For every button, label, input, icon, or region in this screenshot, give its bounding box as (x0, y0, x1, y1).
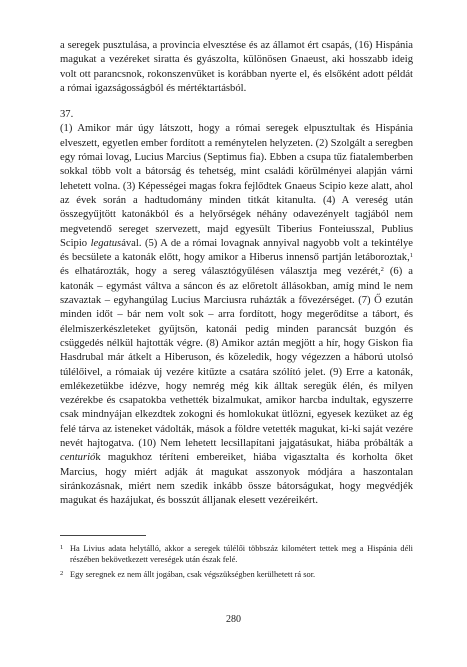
section-number: 37. (60, 109, 74, 121)
italic-legatus: legatus (90, 237, 122, 249)
italic-centurio: centurió (60, 452, 96, 464)
footnote-number: 1 (60, 544, 64, 551)
body-part-d: (6) a katonák – egymást váltva a sáncon és az előretolt állásokban, amíg mind le nem szavaztak – egyhangúlag Lucius Marciusra ruházták a fővezérséget. (7) Ő ezután minden időt – bár nem volt sok – arra fordított, hogy megerődítse a tábort, és élelmiszerkészleteket gyűjtsön, katonái pedig minden parancsát buzgón és csüggedés nélkül hajtották végre. (8) Amikor aztán megjött a hír, hogy Giskon fia Hasdrubal már átkelt a Hiberuson, és közeledik, hogy végezzen a háború utolsó túlélőivel, a rómaiak új vezére kitűzte a csatára szólító jelet. (9) Erre a katonák, emlékezetükbe idézve, hogy nemrég még kik álltak seregük élén, és milyen vezérekbe és csapatokba vethették bizalmukat, amikor harcba indultak, egyszerre csak mindnyájan elkezdtek zokogni és homlokukat ütlözni, egyesek kezüket az ég felé tárva az isteneket vádolták, mások a földre vetették magukat, ki-ki saját vezére nevét hajtogatva. (10) Nem lehetett lecsillapítani jajgatásukat, hiába próbálták a (60, 266, 413, 450)
section-paragraph (60, 122, 413, 508)
section-gap (60, 96, 413, 108)
body-part-e: k magukhoz téríteni embereiket, hiába vigasztalta és korholta őket Marcius, hogy miért adják át magukat asszonyok módjára a haszontalan siránkozásnak, miért nem szedik inkább össze bátorságukat, hogy megvédjék magukat és hazájukat, és bosszút álljanak elesett vezéreikért. (60, 452, 413, 507)
body-part-b: ával. (5) A de a római lovagnak annyival nagyobb volt a tekintélye és becsülete a katonák előtt, hogy amikor a Hiberus innenső partján letáboroztak, (60, 237, 413, 264)
footnote-1 (60, 542, 413, 565)
footnote-ref-2[interactable]: 2 (380, 266, 384, 274)
footnote-number: 2 (60, 570, 64, 578)
intro-paragraph: a seregek pusztulása, a provincia elvesztése és az államot ért csapás, (16) Hispánia magukat a vezéreket siratta és gyászolta, különösen Gnaeust, aki hosszabb ideig volt ott parancsnok, rokonszenvüket is korábban nyerte el, és elsőként adott példát a római igazságosságból és mértéktartásból. (60, 40, 413, 94)
page-number: 280 (226, 614, 241, 625)
footnote-2 (60, 568, 413, 580)
body-part-c: és elhatározták, hogy a sereg választógyűlésen választja meg vezérét, (60, 266, 381, 278)
footnote-text: Ha Livius adata helytálló, akkor a seregek túlélői többszáz kilométert tettek meg a Hispánia déli részében bekövetkezett vereségek után észak felé. (70, 544, 413, 565)
footnote-ref-1[interactable]: 1 (409, 252, 413, 260)
footnotes (60, 542, 413, 584)
footnote-divider (60, 535, 146, 536)
main-text (60, 39, 413, 509)
body-part-a: (1) Amikor már úgy látszott, hogy a római seregek elpusztultak és Hispánia elveszett, egyetlen ember fordított a reménytelen helyzeten. (2) Szolgált a seregben egy római lovag, Lucius Marcius (Septimus fia). Ebben a csupa tűz fiatalemberben sokkal több volt a bátorság és tehetség, mint családi körülményei alapján várni lehetett volna. (3) Képességei magas fokra fejlődtek Gnaeus Scipio keze alatt, ahol az évek során a hadtudomány minden titkát kitanulta. (4) A vereség után összegyűjtött katonákból és a helyőrségek néhány odavezényelt tagjából nem megvetendő sereget szervezett, majd egyesült Tiberius Fonteiusszal, Publius Scipio (60, 123, 413, 249)
footnote-text: Egy seregnek ez nem állt jogában, csak végszükségben kerülhetett rá sor. (70, 570, 316, 580)
